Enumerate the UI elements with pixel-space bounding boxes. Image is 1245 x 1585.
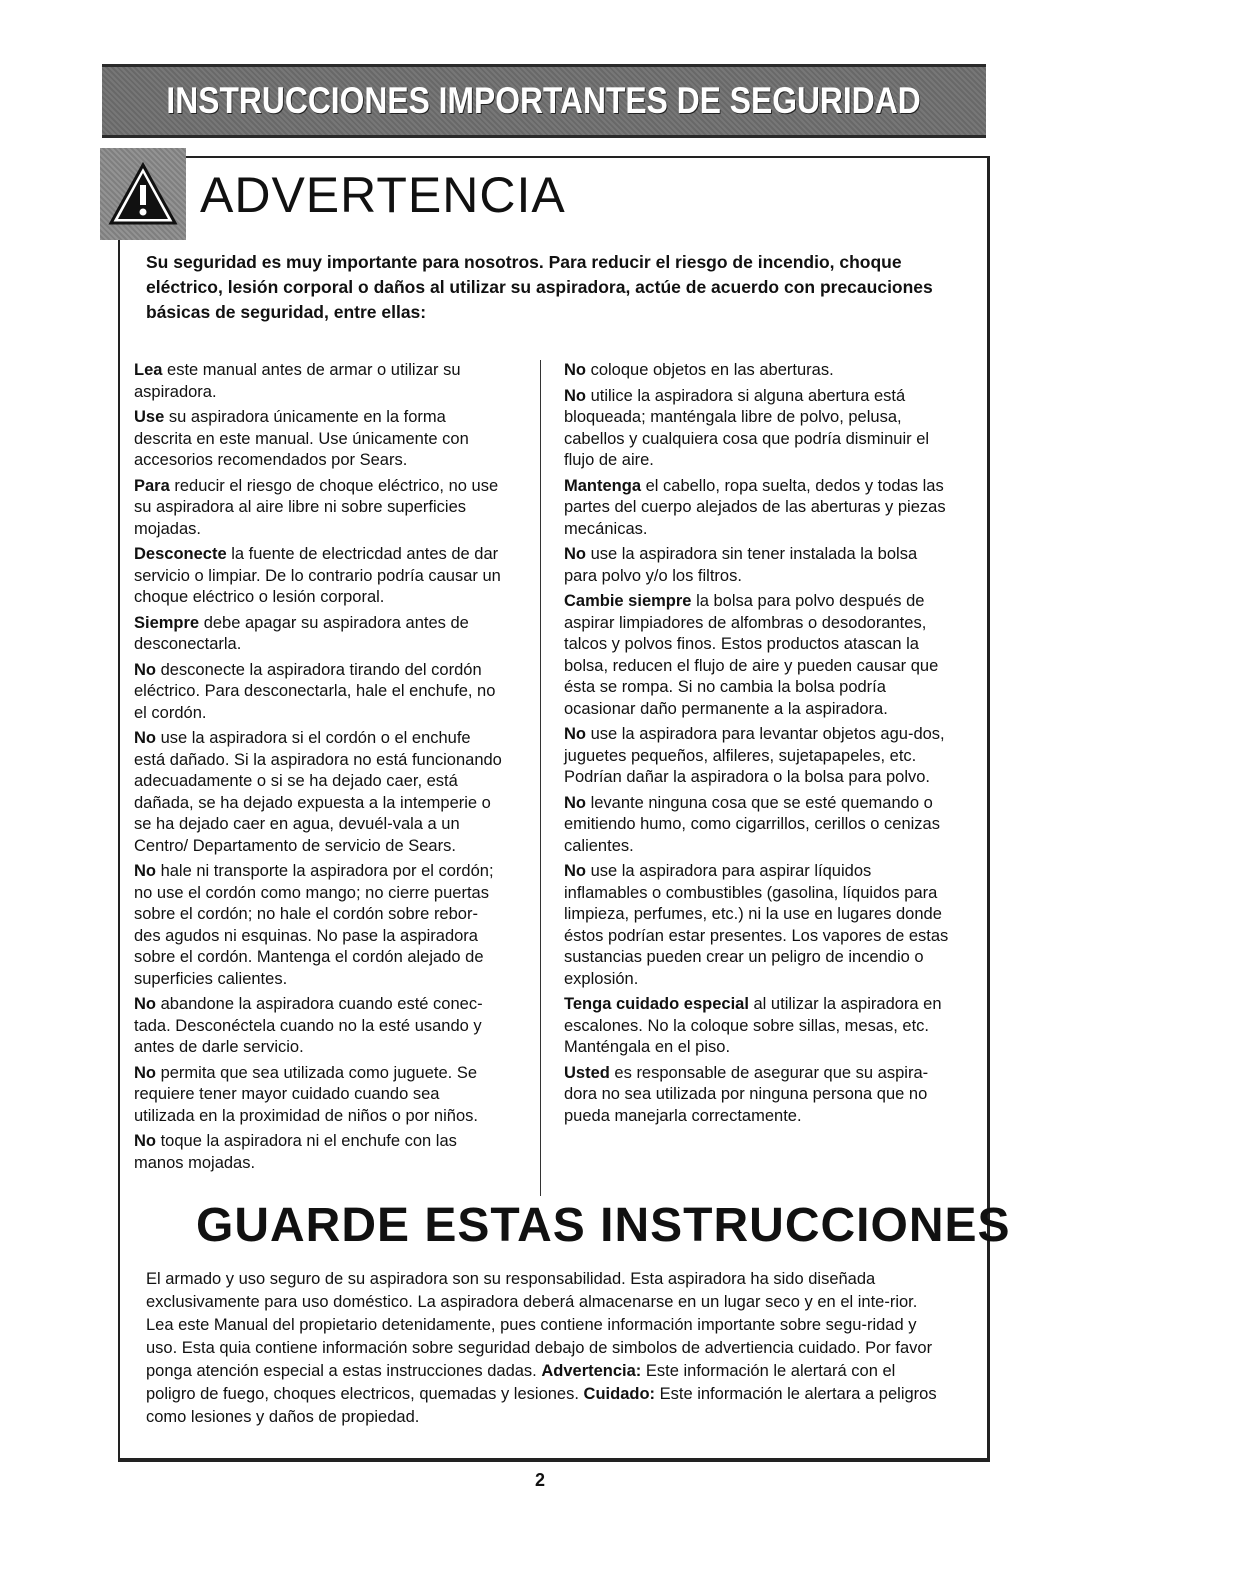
page-number: 2 (534, 1470, 545, 1490)
right-column (564, 360, 954, 1131)
list-item: No desconecte la aspiradora tirando del cordón eléctrico. Para desconectarla, hale el enchufe, no el cordón. (134, 660, 496, 722)
list-item: No use la aspiradora para aspirar líquidos inflamables o combustibles (gasolina, líquidos para limpieza, perfumes, etc.) ni la use en lugares donde éstos podrían estar presentes. Los vapores de estas sustancias pueden crear un peligro de incendio o explosión. (564, 862, 949, 988)
list-item: No use la aspiradora si el cordón o el enchufe está dañado. Si la aspiradora no está funcionando adecuadamente o si se ha dejado caer, está dañada, se ha dejado expuesta a la intemperie o se ha dejado caer en agua, devuél-vala a un Centro/ Departamento de servicio de Sears. (134, 729, 502, 855)
list-item: No levante ninguna cosa que se esté quemando o emitiendo humo, como cigarrillos, cerillos o cenizas calientes. (564, 793, 940, 855)
closing-paragraph: El armado y uso seguro de su aspiradora son su responsabilidad. Esta aspiradora ha sido diseñada exclusivamente para uso doméstico. La aspiradora deberá almacenarse en un lugar seco y en el inte-rior. Lea este Manual del propietario detenidamente, pues contiene información importante sobre segu-ridad y uso. Esta quia contiene información sobre seguridad debajo de simbolos de advertiencia cuidado. Por favor ponga atención especial a estas instrucciones dadas. Advertencia: Este información le alertará con el poligro de fuego, choques electricos, quemadas y lesiones. Cuidado: Este información le alertara a peligros como lesiones y daños de propiedad. (146, 1270, 937, 1426)
list-item: Tenga cuidado especial al utilizar la aspiradora en escalones. No la coloque sobre sillas, mesas, etc. Manténgala en el piso. (564, 995, 942, 1056)
warning-label: Advertencia: (541, 1362, 642, 1380)
list-item: Mantenga el cabello, ropa suelta, dedos y todas las partes del cuerpo alejados de las aberturas y piezas mecánicas. (564, 476, 946, 538)
left-column (134, 360, 504, 1178)
column-divider (540, 360, 541, 1196)
list-item: Use su aspiradora únicamente en la forma descrita en este manual. Use únicamente con accesorios recomendados por Sears. (134, 408, 469, 469)
list-item: Usted es responsable de asegurar que su aspira-dora no sea utilizada por ninguna persona que no pueda manejarla correctamente. (564, 1063, 929, 1125)
list-item: No use la aspiradora para levantar objetos agu-dos, juguetes pequeños, alfileres, sujetapapeles, etc. Podrían dañar la aspiradora o la bolsa para polvo. (564, 725, 945, 786)
list-item: Para reducir el riesgo de choque eléctrico, no use su aspiradora al aire libre ni sobre superficies mojadas. (134, 476, 499, 538)
list-item: No permita que sea utilizada como juguete. Se requiere tener mayor cuidado cuando sea utilizada en la proximidad de niños o por niños. (134, 1063, 478, 1125)
warning-badge (100, 148, 186, 240)
list-item: No hale ni transporte la aspiradora por el cordón; no use el cordón como mango; no cierre puertas sobre el cordón; no hale el cordón sobre rebor-des agudos ni esquinas. No pase la aspiradora sobre el cordón. Mantenga el cordón alejado de superficies calientes. (134, 862, 494, 988)
list-item: Cambie siempre la bolsa para polvo después de aspirar limpiadores de alfombras o desodorantes, talcos y polvos finos. Estos productos atascan la bolsa, reducen el flujo de aire y pueden causar que ésta se rompa. Si no cambia la bolsa podría ocasionar daño permanente a la aspiradora. (564, 592, 939, 718)
safety-banner (102, 64, 986, 138)
caution-label: Cuidado: (583, 1385, 656, 1403)
warning-triangle-icon (108, 161, 178, 227)
list-item: Lea este manual antes de armar o utilizar su aspiradora. (134, 361, 461, 401)
list-item: No use la aspiradora sin tener instalada la bolsa para polvo y/o los filtros. (564, 545, 918, 585)
list-item: No utilice la aspiradora si alguna abertura está bloqueada; manténgala libre de polvo, pelusa, cabellos y cualquiera cosa que podría disminuir el flujo de aire. (564, 386, 930, 469)
list-item: Siempre debe apagar su aspiradora antes de desconectarla. (134, 613, 469, 653)
list-item: No abandone la aspiradora cuando esté conec-tada. Desconéctela cuando no la esté usando y antes de darle servicio. (134, 995, 483, 1056)
save-instructions-title: GUARDE ESTAS INSTRUCCIONES (196, 1199, 1011, 1252)
warning-title: ADVERTENCIA (200, 167, 566, 223)
list-item: No coloque objetos en las aberturas. (564, 361, 834, 379)
list-item: Desconecte la fuente de electricdad antes de dar servicio o limpiar. De lo contrario podría causar un choque eléctrico o lesión corporal. (134, 545, 501, 606)
banner-title: INSTRUCCIONES IMPORTANTES DE SEGURIDAD (166, 80, 922, 121)
warning-intro: Su seguridad es muy importante para nosotros. Para reducir el riesgo de incendio, choque eléctrico, lesión corporal o daños al utilizar su aspiradora, actúe de acuerdo con precauciones básicas de seguridad, entre ellas: (146, 252, 933, 322)
list-item: No toque la aspiradora ni el enchufe con las manos mojadas. (134, 1132, 457, 1172)
